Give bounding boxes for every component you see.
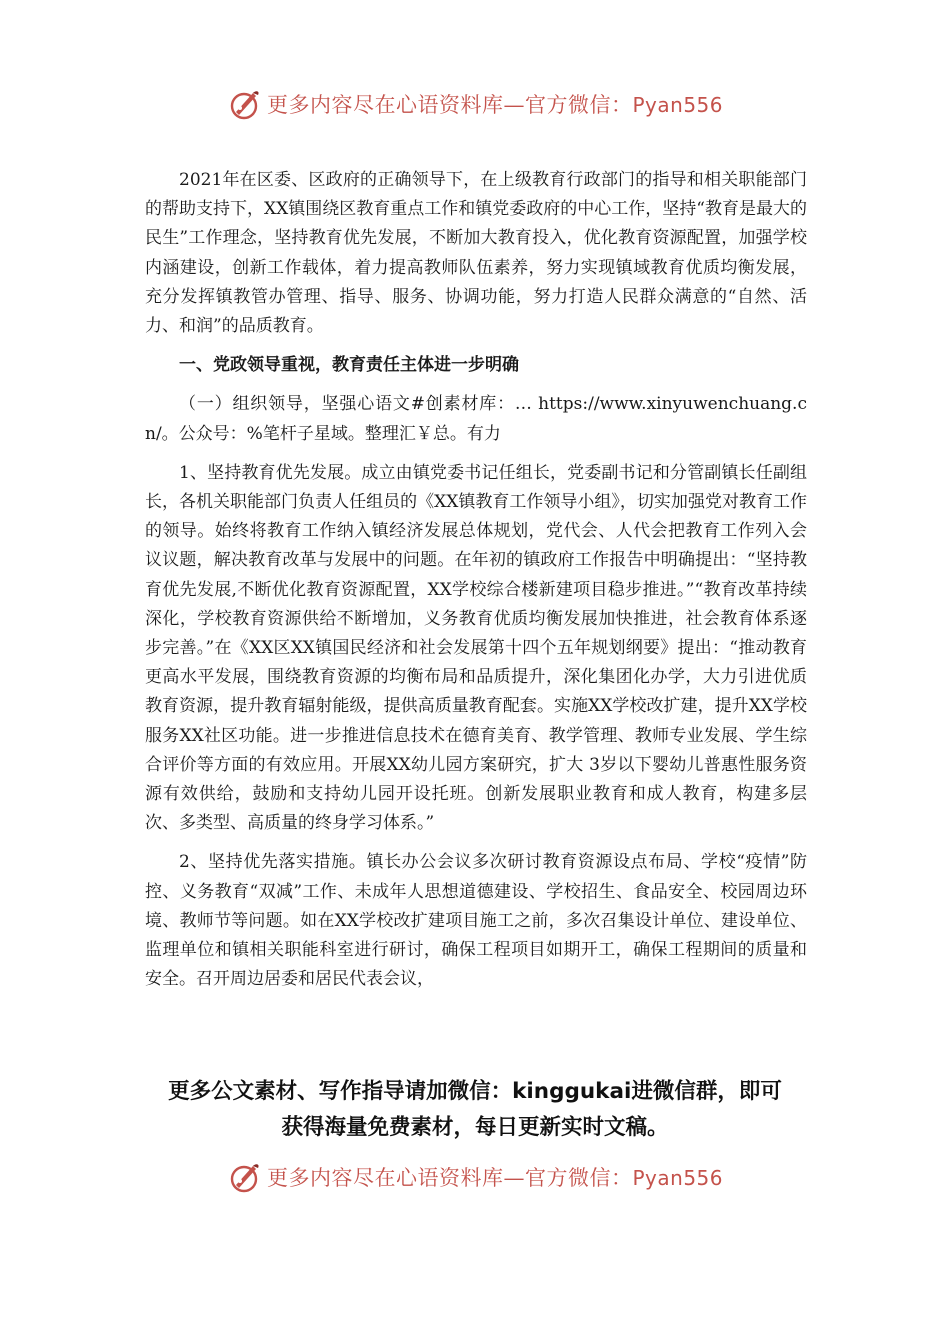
quill-pen-logo-icon (227, 87, 261, 121)
footer-banner-text: 更多内容尽在心语资料库—官方微信：Pyan556 (266, 1166, 723, 1190)
document-body (145, 166, 807, 994)
footer-banner (0, 1157, 950, 1197)
paragraph-1: 1、坚持教育优先发展。成立由镇党委书记任组长，党委副书记和分管副镇长任副组长，各机关职能部门负责人任组员的《XX镇教育工作领导小组》，切实加强党对教育工作的领导。始终将教育工作纳入镇经济发展总体规划，党代会、人代会把教育工作列入会议议题，解决教育改革与发展中的问题。在年初的镇政府工作报告中明确提出：“坚持教育优先发展,不断优化教育资源配置，XX学校综合楼新建项目稳步推进。”“教育改革持续深化，学校教育资源供给不断增加，义务教育优质均衡发展加快推进，社会教育体系逐步完善。”在《XX区XX镇国民经济和社会发展第十四个五年规划纲要》提出：“推动教育更高水平发展，围绕教育资源的均衡布局和品质提升，深化集团化办学，大力引进优质教育资源，提升教育辐射能级，提供高质量教育配套。实施XX学校改扩建，提升XX学校服务XX社区功能。进一步推进信息技术在德育美育、教学管理、教师专业发展、学生综合评价等方面的有效应用。开展XX幼儿园方案研究，扩大 3岁以下婴幼儿普惠性服务资源有效供给，鼓励和支持幼儿园开设托班。创新发展职业教育和成人教育，构建多层次、多类型、高质量的终身学习体系。” (145, 462, 807, 834)
footer-wechat-id: Pyan556 (632, 1166, 723, 1190)
banner-wechat-id: Pyan556 (632, 93, 723, 117)
banner-text: 更多内容尽在心语资料库—官方微信：Pyan556 (266, 93, 723, 117)
paragraph-2: 2、坚持优先落实措施。镇长办公会议多次研讨教育资源设点布局、学校“疫情”防控、义务教育“双减”工作、未成年人思想道德建设、学校招生、食品安全、校园周边环境、教师节等问题。如在XX学校改扩建项目施工之前，多次召集设计单位、建设单位、监理单位和镇相关职能科室进行研讨，确保工程项目如期开工，确保工程期间的质量和安全。召开周边居委和居民代表会议， (145, 852, 807, 990)
intro-paragraph: 2021年在区委、区政府的正确领导下，在上级教育行政部门的指导和相关职能部门的帮助支持下，XX镇围绕区教育重点工作和镇党委政府的中心工作，坚持“教育是最大的民生”工作理念，坚持教育优先发展，不断加大教育投入，优化教育资源配置，加强学校内涵建设，创新工作载体，着力提高教师队伍素养，努力实现镇域教育优质均衡发展，充分发挥镇教管办管理、指导、服务、协调功能，努力打造人民群众满意的“自然、活力、和润”的品质教育。 (145, 170, 807, 337)
quill-pen-logo-icon (227, 1160, 261, 1194)
header-banner (0, 84, 950, 124)
promo-block (100, 1074, 850, 1146)
section-heading: 一、党政领导重视，教育责任主体进一步明确 (179, 355, 519, 376)
promo-line-2: 获得海量免费素材，每日更新实时文稿。 (281, 1115, 669, 1140)
promo-line-1: 更多公文素材、写作指导请加微信：kinggukai进微信群，即可 (168, 1079, 782, 1104)
subsection-heading: （一）组织领导，坚强心语文#创素材库：… https://www.xinyuwenchuang.cn/。公众号：%笔杆子星域。整理汇￥总。有力 (145, 394, 807, 444)
